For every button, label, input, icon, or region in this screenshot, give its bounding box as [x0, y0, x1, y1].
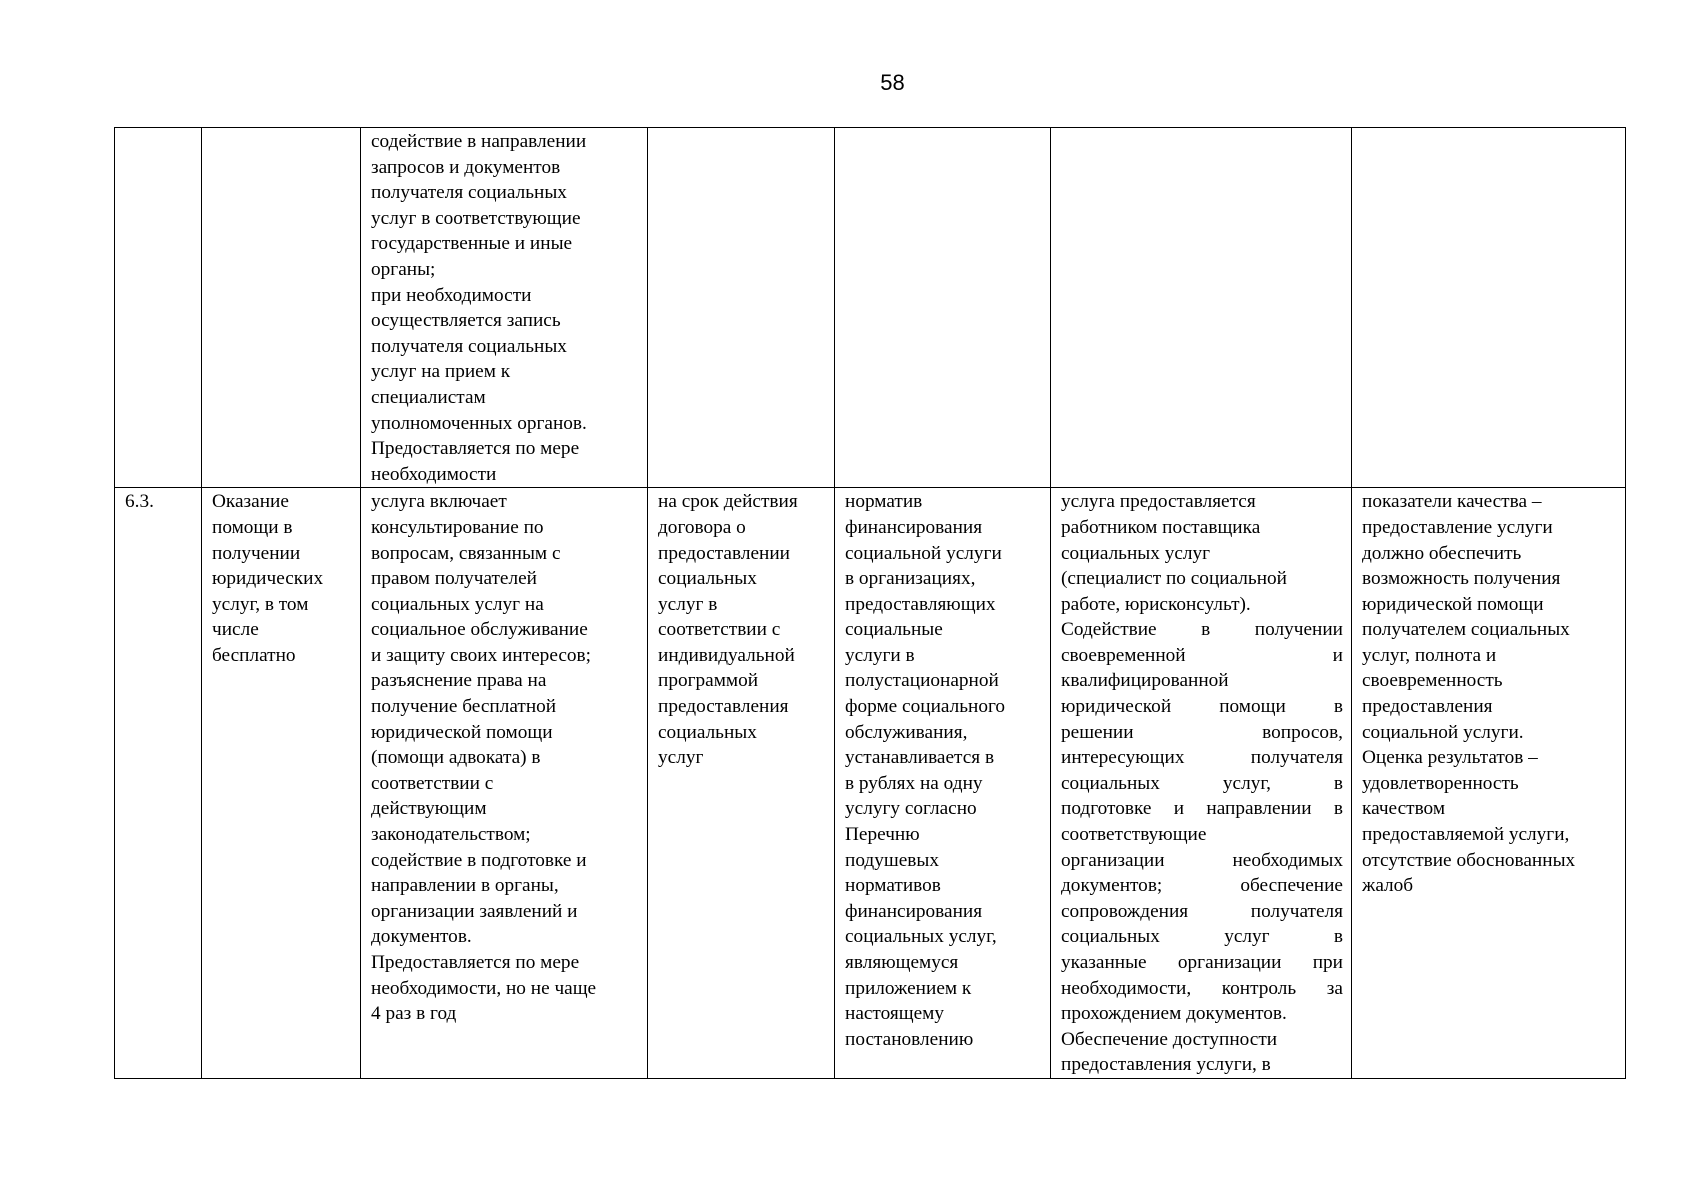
cell-line: соответствии с: [658, 619, 781, 641]
cell-line: предоставляемой услуги,: [1362, 824, 1570, 846]
cell-line: Перечню: [845, 824, 920, 846]
content-lines: [371, 129, 639, 487]
cell-line: получателя социальных: [371, 182, 567, 204]
cell-service-name: [202, 128, 361, 488]
cell-line: интересующих получателя: [1061, 747, 1343, 769]
cell-line: социальных: [658, 721, 757, 743]
cell-line: индивидуальной: [658, 644, 795, 666]
norm-lines: [845, 489, 1042, 1052]
cell-line: осуществляется запись: [371, 310, 561, 332]
cell-line: социальные: [845, 619, 943, 641]
cell-line: юридической помощи в: [1061, 696, 1343, 718]
cell-line: социальных услуг в: [1061, 926, 1343, 948]
cell-line: социальных услуг, в: [1061, 772, 1343, 794]
cell-line: юридической помощи: [1362, 593, 1544, 615]
cell-line: показатели качества –: [1362, 491, 1542, 513]
cell-line: программой: [658, 670, 759, 692]
cell-service-name: [202, 488, 361, 1079]
cell-line: Оказание: [212, 491, 289, 513]
cell-line: должно обеспечить: [1362, 542, 1522, 564]
cell-term: [648, 128, 835, 488]
cell-line: юридической помощи: [371, 721, 553, 743]
cell-line: работником поставщика: [1061, 516, 1261, 538]
cell-line: юридических: [212, 568, 324, 590]
cell-line: устанавливается в: [845, 747, 995, 769]
cell-line: договора о: [658, 516, 746, 538]
cell-line: необходимости: [371, 463, 497, 485]
name-lines: [212, 489, 352, 668]
cell-line: (специалист по социальной: [1061, 568, 1287, 590]
table-row-continuation: [115, 128, 1626, 488]
cell-line: форме социального: [845, 696, 1006, 718]
cell-line: в рублях на одну: [845, 772, 983, 794]
cell-line: подготовке и направлении в: [1061, 798, 1343, 820]
cell-quality: [1352, 488, 1626, 1079]
cell-line: государственные и иные: [371, 233, 573, 255]
cell-line: помощи в: [212, 516, 293, 538]
cell-line: работе, юрисконсульт).: [1061, 593, 1251, 615]
cell-line: подушевых: [845, 849, 939, 871]
cell-line: являющемуся: [845, 952, 959, 973]
cell-conditions: [1051, 128, 1352, 488]
cell-line: консультирование по: [371, 516, 544, 538]
conditions-tail-lines: [1061, 1027, 1343, 1078]
term-lines: [658, 489, 826, 771]
cell-service-content: [361, 128, 648, 488]
cell-line: предоставление услуги: [1362, 516, 1553, 538]
cell-line: соответствии с: [371, 772, 494, 794]
cell-line: при необходимости: [371, 284, 532, 306]
cell-line: прохождением документов.: [1061, 1003, 1287, 1025]
cell-line: правом получателей: [371, 568, 537, 590]
cell-line: вопросам, связанным с: [371, 542, 561, 564]
cell-line: своевременной и: [1061, 644, 1343, 666]
cell-line: указанные организации при: [1061, 952, 1343, 973]
cell-line: получателем социальных: [1362, 619, 1570, 641]
cell-line: социальных услуг на: [371, 593, 544, 615]
cell-line: Оценка результатов –: [1362, 747, 1538, 769]
cell-line: и защиту своих интересов;: [371, 644, 592, 666]
cell-line: 4 раз в год: [371, 1003, 457, 1025]
cell-line: числе: [212, 619, 259, 641]
table-row-6-3: [115, 488, 1626, 1079]
cell-line: отсутствие обоснованных: [1362, 849, 1576, 871]
cell-line: удовлетворенность: [1362, 772, 1519, 794]
cell-line: документов.: [371, 926, 472, 948]
cell-line: предоставления: [1362, 696, 1493, 718]
cell-line: решении вопросов,: [1061, 721, 1343, 743]
cell-line: документов; обеспечение: [1061, 875, 1343, 897]
cell-line: направлении в органы,: [371, 875, 559, 897]
cell-line: в организациях,: [845, 568, 976, 590]
cell-line: услуги в: [845, 644, 915, 666]
cell-line: организации необходимых: [1061, 849, 1343, 871]
cell-line: Предоставляется по мере: [371, 438, 580, 460]
cell-line: предоставления: [658, 696, 789, 718]
cell-number: [115, 488, 202, 1079]
cell-line: предоставляющих: [845, 593, 996, 615]
cell-line: социальной услуги.: [1362, 721, 1524, 743]
cell-line: услуг на прием к: [371, 361, 511, 383]
cell-line: своевременность: [1362, 670, 1503, 692]
cell-line: содействие в направлении: [371, 131, 587, 152]
cell-service-content: [361, 488, 648, 1079]
conditions-justified-lines: [1061, 617, 1343, 1027]
cell-quality: [1352, 128, 1626, 488]
cell-line: постановлению: [845, 1028, 974, 1050]
cell-line: социальное обслуживание: [371, 619, 588, 641]
cell-line: разъяснение права на: [371, 670, 547, 692]
cell-line: социальных услуг: [1061, 542, 1211, 564]
cell-number: [115, 128, 202, 488]
cell-conditions: [1051, 488, 1352, 1079]
quality-lines: [1362, 489, 1617, 899]
cell-line: услуг, в том: [212, 593, 309, 615]
cell-line: качеством: [1362, 798, 1446, 820]
cell-norm: [835, 128, 1051, 488]
services-table: [114, 127, 1626, 1079]
cell-line: социальной услуги: [845, 542, 1002, 564]
row-number: 6.3.: [125, 491, 154, 513]
cell-line: полустационарной: [845, 670, 999, 692]
cell-line: финансирования: [845, 900, 983, 922]
cell-line: содействие в подготовке и: [371, 849, 587, 871]
cell-line: получателя социальных: [371, 335, 567, 357]
cell-line: финансирования: [845, 516, 983, 538]
cell-line: приложением к: [845, 977, 972, 999]
cell-line: бесплатно: [212, 644, 296, 666]
cell-line: сопровождения получателя: [1061, 900, 1343, 922]
cell-line: услуг в соответствующие: [371, 207, 581, 229]
cell-line: получении: [212, 542, 301, 564]
cell-line: квалифицированной: [1061, 670, 1229, 692]
cell-line: организации заявлений и: [371, 900, 578, 922]
cell-line: действующим: [371, 798, 487, 820]
cell-term: [648, 488, 835, 1079]
cell-line: услуга предоставляется: [1061, 491, 1256, 513]
cell-line: услуг: [658, 747, 704, 769]
cell-line: (помощи адвоката) в: [371, 747, 541, 769]
cell-line: услуга включает: [371, 491, 507, 513]
cell-line: услуг в: [658, 593, 718, 615]
cell-line: необходимости, контроль за: [1061, 977, 1343, 999]
cell-line: норматив: [845, 491, 923, 513]
cell-line: обслуживания,: [845, 721, 968, 743]
cell-line: запросов и документов: [371, 156, 561, 178]
cell-line: специалистам: [371, 386, 486, 408]
cell-line: соответствующие: [1061, 824, 1207, 846]
cell-norm: [835, 488, 1051, 1079]
cell-line: на срок действия: [658, 491, 798, 513]
page-number: 58: [880, 70, 905, 95]
content-lines: [371, 489, 639, 1026]
cell-line: Предоставляется по мере: [371, 952, 580, 973]
cell-line: социальных: [658, 568, 757, 590]
cell-line: предоставления услуги, в: [1061, 1054, 1271, 1076]
cell-line: законодательством;: [371, 824, 531, 846]
cell-line: нормативов: [845, 875, 941, 897]
conditions-intro-lines: [1061, 489, 1343, 617]
cell-line: предоставлении: [658, 542, 790, 564]
cell-line: уполномоченных органов.: [371, 412, 587, 434]
cell-line: услуг, полнота и: [1362, 644, 1497, 666]
cell-line: Обеспечение доступности: [1061, 1028, 1278, 1050]
cell-line: жалоб: [1362, 875, 1414, 897]
cell-line: социальных услуг,: [845, 926, 997, 948]
cell-line: получение бесплатной: [371, 696, 557, 718]
cell-line: услугу согласно: [845, 798, 977, 820]
cell-line: необходимости, но не чаще: [371, 977, 597, 999]
cell-line: настоящему: [845, 1003, 944, 1025]
cell-line: органы;: [371, 258, 436, 280]
cell-line: возможность получения: [1362, 568, 1561, 590]
cell-line: Содействие в получении: [1061, 619, 1343, 641]
